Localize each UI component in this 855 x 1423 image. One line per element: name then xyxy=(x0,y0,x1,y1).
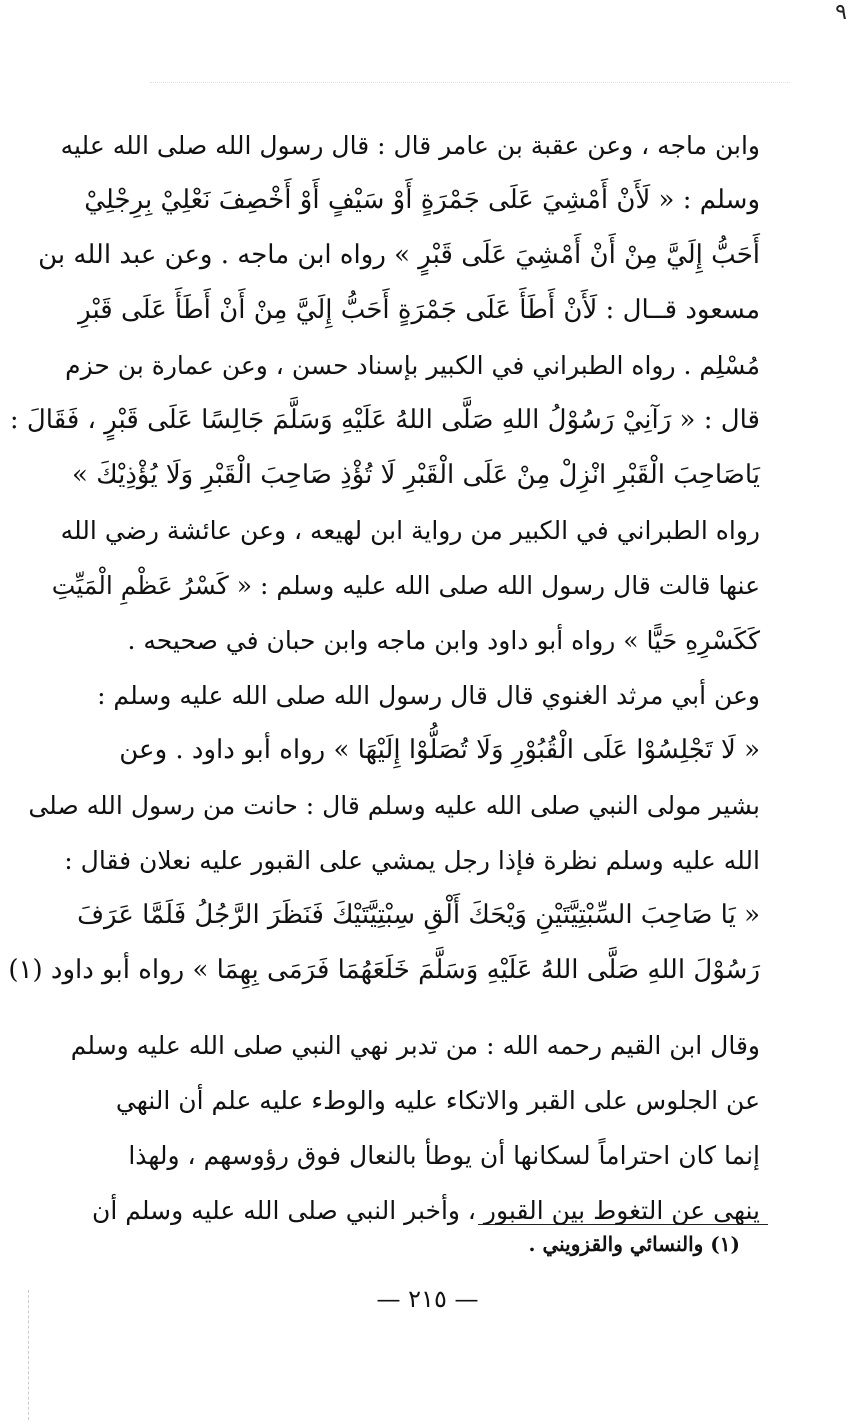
scan-edge-marks xyxy=(28,1290,29,1420)
footnote-divider xyxy=(478,1224,768,1225)
text-line: أَحَبُّ إِلَيَّ مِنْ أَنْ أَمْشِيَ عَلَى قَبْرٍ » رواه ابن ماجه . وعن عبد الله بن xyxy=(38,240,760,270)
footnote: (١) والنسائي والقزويني . xyxy=(528,1232,740,1256)
text-line: مسعود قــال : لَأَنْ أَطَأَ عَلَى جَمْرَةٍ أَحَبُّ إِلَيَّ مِنْ أَنْ أَطَأَ عَلَى قَبْرِ xyxy=(78,295,760,325)
text-line: الله عليه وسلم نظرة فإذا رجل يمشي على القبور عليه نعلان فقال : xyxy=(64,846,760,875)
text-line: عنها قالت قال رسول الله صلى الله عليه وسلم : « كَسْرُ عَظْمِ الْمَيِّتِ xyxy=(51,571,760,600)
text-line: إنما كان احتراماً لسكانها أن يوطأ بالنعال فوق رؤوسهم ، ولهذا xyxy=(128,1141,760,1170)
text-line: رواه الطبراني في الكبير من رواية ابن لهيعه ، وعن عائشة رضي الله xyxy=(60,516,760,545)
text-line: يَاصَاحِبَ الْقَبْرِ انْزِلْ مِنْ عَلَى الْقَبْرِ لَا تُؤْذِ صَاحِبَ الْقَبْرِ وَلَا يُؤْذِيْكَ » xyxy=(72,460,760,490)
text-line: ينهى عن التغوط بين القبور ، وأخبر النبي صلى الله عليه وسلم أن xyxy=(92,1196,760,1225)
text-line: وعن أبي مرثد الغنوي قال قال رسول الله صلى الله عليه وسلم : xyxy=(97,681,760,710)
text-line: مُسْلِم . رواه الطبراني في الكبير بإسناد حسن ، وعن عمارة بن حزم xyxy=(65,351,760,380)
text-line: عن الجلوس على القبر والاتكاء عليه والوطء عليه علم أن النهي xyxy=(115,1086,760,1115)
text-line: بشير مولى النبي صلى الله عليه وسلم قال : حانت من رسول الله صلى xyxy=(28,791,760,820)
faint-guide-line xyxy=(150,82,790,83)
corner-mark: ٩ xyxy=(835,0,847,25)
text-line: وابن ماجه ، وعن عقبة بن عامر قال : قال رسول الله صلى الله عليه xyxy=(60,131,760,160)
page-number: — ٢١٥ — xyxy=(376,1285,479,1313)
main-text xyxy=(8,118,760,1238)
text-line: « يَا صَاحِبَ السِّبْتِيَّتَيْنِ وَيْحَكَ أَلْقِ سِبْتِيَّتَيْكَ فَنَظَرَ الرَّجُلُ فَلَمَّا عَرَفَ xyxy=(77,900,760,930)
text-line: كَكَسْرِهِ حَيًّا » رواه أبو داود وابن ماجه وابن حبان في صحيحه . xyxy=(127,626,760,655)
text-line: وسلم : « لَأَنْ أَمْشِيَ عَلَى جَمْرَةٍ أَوْ سَيْفٍ أَوْ أَخْصِفَ نَعْلِيْ بِرِجْلِيْ xyxy=(84,185,760,215)
text-line: وقال ابن القيم رحمه الله : من تدبر نهي النبي صلى الله عليه وسلم xyxy=(70,1031,760,1060)
text-line: قال : « رَآنِيْ رَسُوْلُ اللهِ صَلَّى اللهُ عَلَيْهِ وَسَلَّمَ جَالِسًا عَلَى قَبْرٍ ، فَقَالَ : xyxy=(9,405,760,435)
paragraph-gap xyxy=(120,998,760,1018)
text-line: « لَا تَجْلِسُوْا عَلَى الْقُبُوْرِ وَلَا تُصَلُّوْا إِلَيْهَا » رواه أبو داود . وعن xyxy=(119,735,760,765)
text-line: رَسُوْلَ اللهِ صَلَّى اللهُ عَلَيْهِ وَسَلَّمَ خَلَعَهُمَا فَرَمَى بِهِمَا » رواه أبو داود (١) xyxy=(8,955,760,985)
